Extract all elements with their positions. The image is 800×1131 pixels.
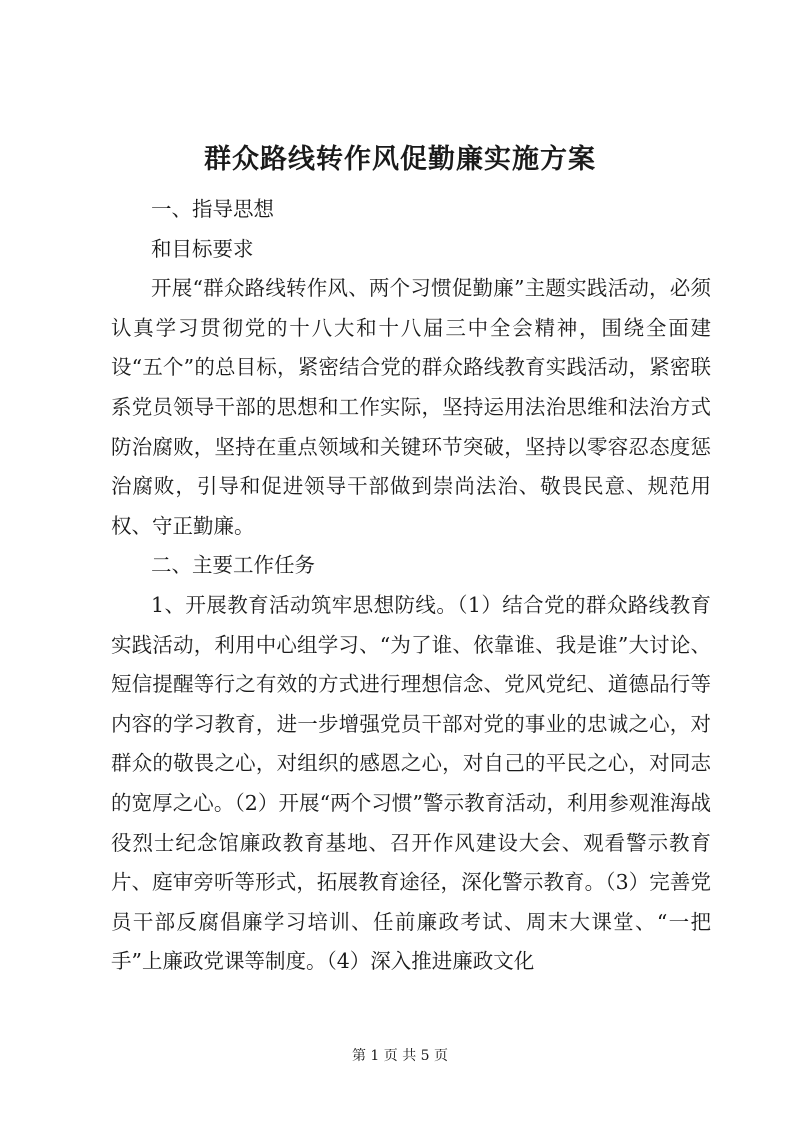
- document-title: 群众路线转作风促勤廉实施方案: [204, 144, 596, 175]
- section-heading-guiding-thought: 一、指导思想: [151, 197, 274, 221]
- paragraph-guiding-thought: 开展“群众路线转作风、两个习惯促勤廉”主题实践活动，必须认真学习贯彻党的十八大和十八届三中全会精神，围绕全面建设“五个”的总目标，紧密结合党的群众路线教育实践活动，紧密联系党员领导干部的思想和工作实际，坚持运用法治思维和法治方式防治腐败，坚持在重点领域和关键环节突破，坚持以零容忍态度惩治腐败，引导和促进领导干部做到崇尚法治、敬畏民意、规范用权、守正勤廉。: [111, 276, 711, 538]
- section-heading-main-tasks: 二、主要工作任务: [151, 553, 315, 578]
- section-heading-goals: 和目标要求: [151, 236, 254, 261]
- document-body: [111, 190, 711, 982]
- paragraph-education-activities: 1、开展教育活动筑牢思想防线。（1）结合党的群众路线教育实践活动，利用中心组学习、“为了谁、依靠谁、我是谁”大讨论、短信提醒等行之有效的方式进行理想信念、党风党纪、道德品行等内容的学习教育，进一步增强党员干部对党的事业的忠诚之心，对群众的敬畏之心，对组织的感恩之心，对自己的平民之心，对同志的宽厚之心。（2）开展“两个习惯”警示教育活动，利用参观淮海战役烈士纪念馆廉政教育基地、召开作风建设大会、观看警示教育片、庭审旁听等形式，拓展教育途径，深化警示教育。（3）完善党员干部反腐倡廉学习培训、任前廉政考试、周末大课堂、“一把手”上廉政党课等制度。（4）深入推进廉政文化: [111, 592, 711, 974]
- page-footer: [0, 1046, 800, 1066]
- page-number-label: 第 1 页 共 5 页: [351, 1048, 449, 1064]
